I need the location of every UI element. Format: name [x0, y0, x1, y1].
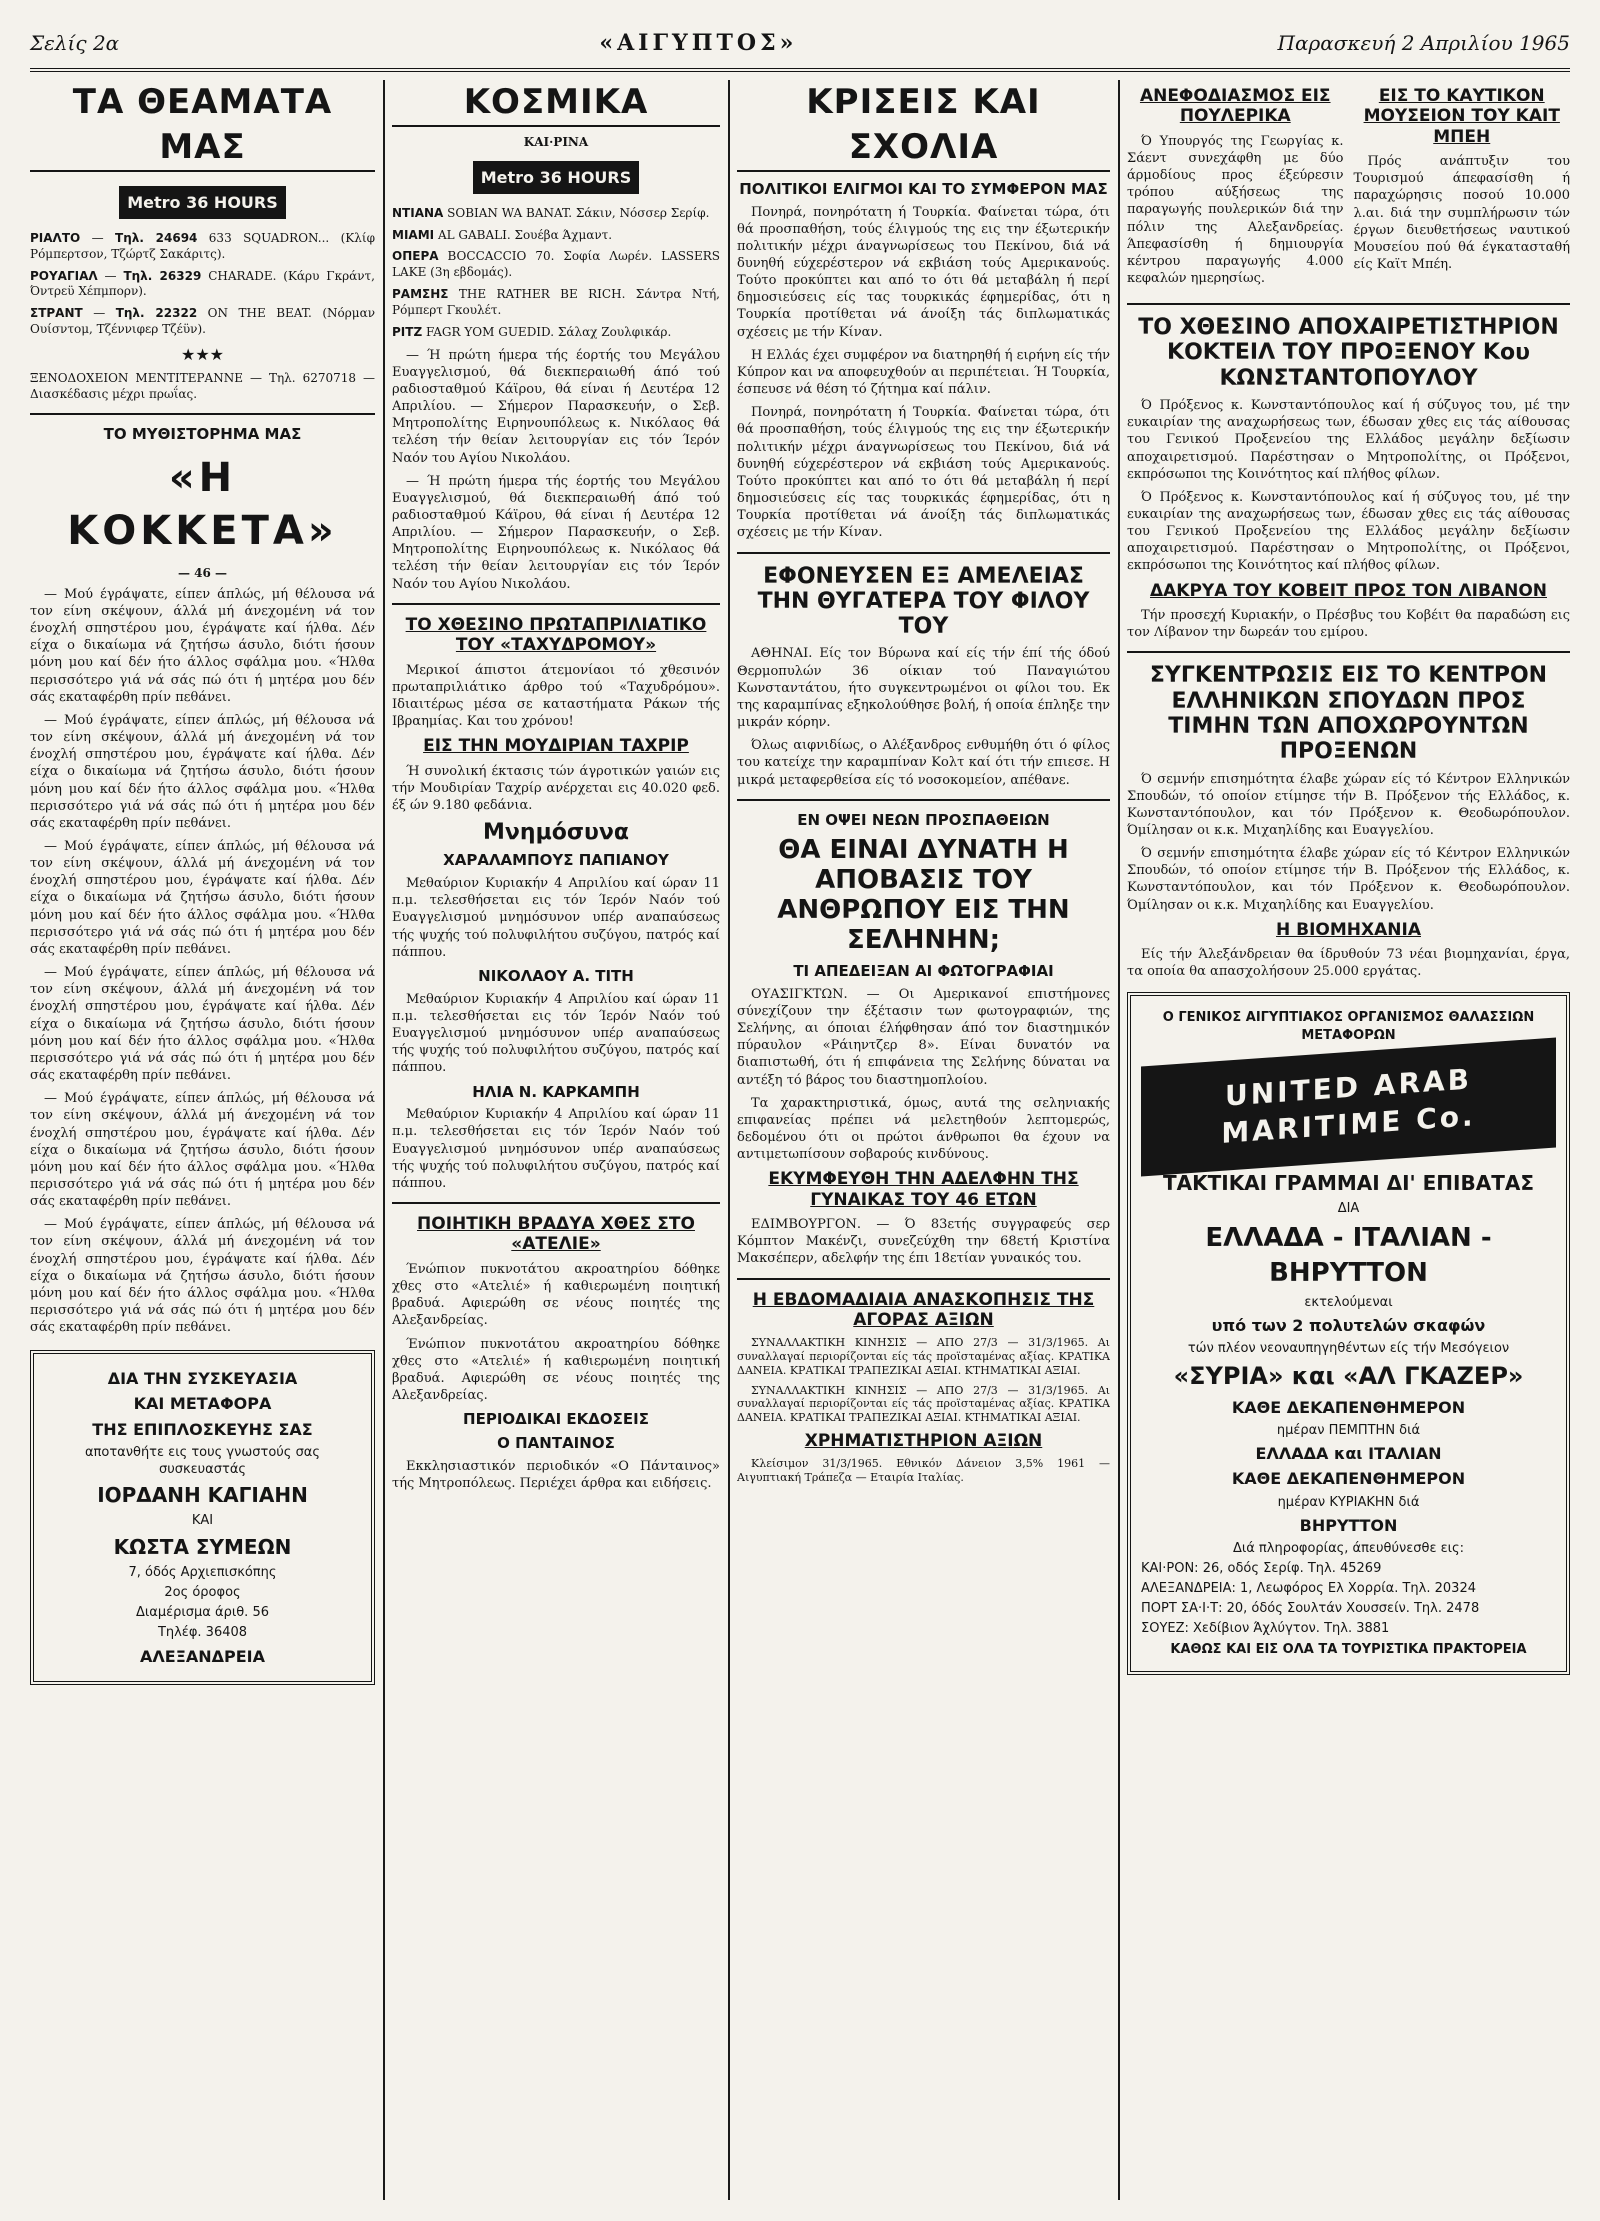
cinema-item: ΝΤΙΑΝΑ SOBIAN WA BANAT. Σάκιν, Νόσσερ Σερίφ. — [392, 205, 710, 220]
memorial-text: Μεθαύριον Κυριακήν 4 Απριλίου καί ώραν 11 π.μ. τελεσθήσεται εις τόν Ίερόν Ναόν τού Ευαγγελισμού μνημόσυνον υπέρ αναπαύσεως τής ψυχής τού πολυφιλήτου συζύγου, πατρός καί πάππου. — [392, 876, 720, 960]
poetry-text: Ένώπιον πυκνοτάτου ακροατηρίου δόθηκε χθες στο «Ατελιέ» ή καθιερωμένη ποιητική βραδυά. Αφιερώθη σε νέους ποιητές της Αλεξανδρείας. — [392, 1261, 720, 1329]
exchange-text: Κλείσιμον 31/3/1965. Εθνικόν Δάνειον 3,5% 1961 — Αιγυπτιακή Τράπεζα — Εταιρία Ιταλίας. — [737, 1457, 1110, 1485]
lebanon-text: Τήν προσεχή Κυριακήν, ο Πρέσβυς του Κοβέιτ θα παραδώση εις τον Λίβανον την δωρεάν του εμίρου. — [1127, 608, 1570, 641]
cinema-item: ΜΙΑΜΙ AL GABALI. Σουέβα Άχμαντ. — [392, 227, 613, 242]
box-text: Ή συνολική έκτασις τών άγροτικών γαιών εις τήν Μουδιρίαν Ταχρίρ ανέρχεται εις 40.020 φεδ. έξ ών 9.180 φεδάνια. — [392, 763, 720, 813]
column-social — [392, 80, 720, 2200]
box-title: ΤΟ ΧΘΕΣΙΝΟ ΠΡΩΤΑΠΡΙΛΙΑΤΙΚΟ ΤΟΥ «ΤΑΧΥΔΡΟΜΟΥ» — [405, 614, 707, 656]
novel-text: — Μού έγράψατε, είπεν άπλώς, μή θέλουσα νά τον είνη σκέψουν, άλλά μή άνεχομένη νά τον ένοχλή σπηστέρου μου, έγράψατε καί ήλθα. Δέν είχα ο δικαίωμα νά ζητήσω άσυλο, διότι ήσουν μόνη μου καί δέν ήτο άλλος σφάλμα μου. «Ήλθα περισσότερο γιά νά σάς πώ ότι ή μητέρα μου δέν σάς εκαταφέρθη πρίν πεθάνει. — [30, 1091, 375, 1210]
newspaper-name: «ΑΙΓΥΠΤΟΣ» — [599, 30, 798, 56]
memorial-name: ΝΙΚΟΛΑΟΥ Α. ΤΙΤΗ — [478, 966, 634, 985]
poetry-title: ΠΟΙΗΤΙΚΗ ΒΡΑΔΥΑ ΧΘΕΣ ΣΤΟ «ΑΤΕΛΙΕ» — [417, 1214, 695, 1255]
metro-logo: Metro 36 HOURS — [473, 161, 640, 194]
story-title: ΕΦΟΝΕΥΣΕΝ ΕΞ ΑΜΕΛΕΙΑΣ ΤΗΝ ΘΥΓΑΤΕΡΑ ΤΟΥ ΦΙΛΟΥ ΤΟΥ — [757, 563, 1090, 640]
listing-item: ΡΟΥΑΓΙΑΛ — Τηλ. 26329 CHARADE. (Κάρυ Γκράντ, Όντρεϋ Χέπμπορν). — [30, 268, 375, 299]
novel-text: — Μού έγράψατε, είπεν άπλώς, μή θέλουσα νά τον είνη σκέψουν, άλλά μή άνεχομένη νά τον ένοχλή σπηστέρου μου, έγράψατε καί ήλθα. Δέν είχα ο δικαίωμα νά ζητήσω άσυλο, διότι ήσουν μόνη μου καί δέν ήτο άλλος σφάλμα μου. «Ήλθα περισσότερο γιά νά σάς πώ ότι ή μητέρα μου δέν σάς εκαταφέρθη πρίν πεθάνει. — [30, 965, 375, 1084]
market-text: ΣΥΝΑΛΛΑΚΤΙΚΗ ΚΙΝΗΣΙΣ — ΑΠΟ 27/3 — 31/3/1965. Αι συναλλαγαί περιορίζονται είς τάς προϊσταμένας αξίας. ΚΡΑΤΙΚΑ ΔΑΝΕΙΑ. ΚΡΑΤΙΚΑΙ ΤΡΑΠΕΖΙΚΑΙ ΑΞΙΑΙ. ΚΤΗΜΑΤΙΚΑΙ ΑΞΙΑΙ. — [737, 1383, 1110, 1425]
periodical-title: ΠΕΡΙΟΔΙΚΑΙ ΕΚΔΟΣΕΙΣ — [463, 1410, 649, 1429]
box-text: Μερικοί άπιστοι άτεμονίαοι τό χθεσινόν πρωταπριλιάτικο άρθρο τού «Ταχυδρόμου». Ιδιαιτέρως μέσα σε καταστήματα Ράκων τής Ιβραημίας. Και του χρόνου! — [392, 662, 720, 730]
memorial-name: ΗΛΙΑ Ν. ΚΑΡΚΑΜΠΗ — [472, 1082, 640, 1101]
commentary-text: Η Ελλάς έχει συμφέρον να διατηρηθή ή ειρήνη είς τήν Κύπρον και να αποφευχθούν αι περιπέτειαι. Ή Τουρκία, έσπευσε νά θέση τό ζήτημα καί πάλιν. — [737, 347, 1110, 398]
social-text: — Ή πρώτη ήμερα τής έορτής του Μεγάλου Ευαγγελισμού, θά διεκπεραιωθή άπό τού ραδιοσταθμού Κάϊρου, θά είναι ή Δευτέρα 12 Απριλίου. — Σήμερον Παρασκευήν, ο Σεβ. Μητροπολίτης Ειρηνουπόλεως κ. Νικόλαος θά τελέση τήν θείαν λειτουργίαν εις τόν Ίερόν Ναόν του Αγίου Νικολάου. — [392, 347, 720, 466]
section-title: ΤΑ ΘΕΑΜΑΤΑ ΜΑΣ — [30, 80, 375, 172]
listing-item: ΡΙΑΛΤΟ — Τηλ. 24694 633 SQUADRON... (Κλίφ Ρόμπερτσον, Τζώρτζ Σακάριτς). — [30, 230, 375, 261]
column-theaters — [30, 80, 375, 2200]
movers-advertisement: ΔΙΑ ΤΗΝ ΣΥΣΚΕΥΑΣΙΑ ΚΑΙ ΜΕΤΑΦΟΡΑ ΤΗΣ ΕΠΙΠΛΟΣΚΕΥΗΣ ΣΑΣ αποτανθήτε εις τους γνωστούς σας συσκευαστάς ΙΟΡΔΑΝΗ ΚΑΓΙΑΗΝ ΚΑΙ ΚΩΣΤΑ ΣΥΜΕΩΝ 7, όδός Αρχιεπισκόπης 2ος όροφος Διαμέρισμα άριθ. 56 Τηλέφ. 36408 ΑΛΕΞΑΝΔΡΕΙΑ — [30, 1350, 375, 1684]
cinema-item: ΡΑΜΣΗΣ THE RATHER BE RICH. Σάντρα Ντή, Ρόμπερτ Γκουλέτ. — [392, 287, 720, 317]
city-label: ΚΑΙ·ΡΙΝΑ — [523, 134, 589, 149]
ship-illustration: UNITED ARAB MARITIME Co. — [1141, 1037, 1556, 1176]
news-title: ΑΝΕΦΟΔΙΑΣΜΟΣ ΕΙΣ ΠΟΥΛΕΡΙΚΑ — [1139, 86, 1331, 127]
novel-text: — Μού έγράψατε, είπεν άπλώς, μή θέλουσα νά τον είνη σκέψουν, άλλά μή άνεχομένη νά τον ένοχλή σπηστέρου μου, έγράψατε καί ήλθα. Δέν είχα ο δικαίωμα νά ζητήσω άσυλο, διότι ήσουν μόνη μου καί δέν ήτο άλλος σφάλμα μου. «Ήλθα περισσότερο γιά νά σάς πώ ότι ή μητέρα μου δέν σάς εκαταφέρθη πρίν πεθάνει. — [30, 586, 375, 705]
novel-title: «Η ΚΟΚΚΕΤΑ» — [67, 455, 338, 555]
novel-text: — Μού έγράψατε, είπεν άπλώς, μή θέλουσα νά τον είνη σκέψουν, άλλά μή άνεχομένη νά τον ένοχλή σπηστέρου μου, έγράψατε καί ήλθα. Δέν είχα ο δικαίωμα νά ζητήσω άσυλο, διότι ήσουν μόνη μου καί δέν ήτο άλλος σφάλμα μου. «Ήλθα περισσότερο γιά νά σάς πώ ότι ή μητέρα μου δέν σάς εκαταφέρθη πρίν πεθάνει. — [30, 712, 375, 831]
memorial-text: Μεθαύριον Κυριακήν 4 Απριλίου καί ώραν 11 π.μ. τελεσθήσεται εις τόν Ίερόν Ναόν τού Ευαγγελισμού μνημόσυνον υπέρ αναπαύσεως τής ψυχής τού πολυφιλήτου συζύγου, πατρός καί πάππου. — [392, 1107, 720, 1191]
social-text: — Ή πρώτη ήμερα τής έορτής του Μεγάλου Ευαγγελισμού, θά διεκπεραιωθή άπό τού ραδιοσταθμού Κάϊρου, θά είναι ή Δευτέρα 12 Απριλίου. — Σήμερον Παρασκευήν, ο Σεβ. Μητροπολίτης Ειρηνουπόλεως κ. Νικόλαος θά τελέση τήν θείαν λειτουργίαν εις τόν Ίερόν Ναόν του Αγίου Νικολάου. — [392, 473, 720, 592]
meeting-text: Ό σεμνήν επισημότητα έλαβε χώραν είς τό Κέντρον Ελληνικών Σπουδών, τό οποίον ετίμησε τήν Β. Πρόξενον τής Ελλάδος, κ. Κωνσταντόπουλον, και τόν Πρόξενον κ. Θεοδωρόπουλον. Όμίλησαν οι κ.κ. Μιχαηλίδης και Ευαγγελίου. — [1127, 771, 1570, 838]
periodical-name: Ο ΠΑΝΤΑΙΝΟΣ — [497, 1433, 615, 1452]
hotel-listing: ΞΕΝΟΔΟΧΕΙΟΝ ΜΕΝΤΙΤΕΡΑΝΝΕ — Τηλ. 6270718 — Διασκέδασις μέχρι πρωΐας. — [30, 370, 375, 401]
exchange-title: ΧΡΗΜΑΤΙΣΤΗΡΙΟΝ ΑΞΙΩΝ — [804, 1430, 1043, 1451]
reception-text: Ό Πρόξενος κ. Κωνσταντόπουλος καί ή σύζυγος του, μέ την ευκαιρίαν της αναχωρήσεως των, έδωσαν χθες εις τάς αίθουσας του Γενικού Προξενείου της Ελλάδος μεγάλην δεξίωσιν αποχαιρετισμού. Παρέστησαν ο Μητροπολίτης, οι Πρόξενοι, εκπρόσωποι της Κοινότητος καί πλήθος φίλων. — [1127, 489, 1570, 574]
separator-stars: ★★★ — [180, 344, 225, 364]
market-title: Η ΕΒΔΟΜΑΔΙΑΙΑ ΑΝΑΣΚΟΠΗΣΙΣ ΤΗΣ ΑΓΟΡΑΣ ΑΞΙΩΝ — [752, 1289, 1095, 1331]
cinema-item: ΡΙΤΖ FAGR YOM GUEDID. Σάλαχ Ζουλφικάρ. — [392, 324, 672, 339]
commentary-text: Πονηρά, πονηρότατη ή Τουρκία. Φαίνεται τώρα, ότι θά προσπαθήση, τούς έλιγμούς της εις την έξωτερικήν πολιτικήν μέχρι άναγνωρίσεως του Πεκίνου, διά νά δυνηθή εύχερέστερον νά εκβιάση τούς Αμερικανούς. Τούτο προκύπτει και από το ότι θά μεταβάλη ή περί δημοσιεύσεις είς τας τουρκικάς έφημερίδας, ότι η Τουρκία προτίθεται νά άνοίξη τάς διπλωματικάς σχέσεις με τήν Κίναν. — [737, 405, 1110, 541]
periodical-text: Εκκλησιαστικόν περιοδικόν «Ο Πάνταινος» τής Μητροπόλεως. Περιέχει άρθρα και ειδήσεις. — [392, 1458, 720, 1491]
novel-episode: — 46 — — [177, 565, 228, 580]
column-news — [1127, 80, 1570, 2200]
memorial-title: Μνημόσυνα — [483, 820, 629, 846]
moon-text: ΟΥΑΣΙΓΚΤΩΝ. — Οι Αμερικανοί επιστήμονες σύνεχίζουν την έξέτασιν των φωτογραφιών, της Σελήνης, αι όποιαι έλήφθησαν άπό τον διαστημικόν πύραυλον «Ράιηντζερ 8». Είναι δυνατόν να διαπιστωθή, ότι ή επιφάνεια της Σελήνης δύναται να αντέξη τό βάρος του διαστημοπλοίου. — [737, 986, 1110, 1088]
issue-date: Παρασκευή 2 Απριλίου 1965 — [1277, 31, 1570, 55]
box-title: ΕΙΣ ΤΗΝ ΜΟΥΔΙΡΙΑΝ ΤΑΧΡΙΡ — [423, 736, 689, 757]
metro-logo: Metro 36 HOURS — [119, 186, 286, 219]
market-text: ΣΥΝΑΛΛΑΚΤΙΚΗ ΚΙΝΗΣΙΣ — ΑΠΟ 27/3 — 31/3/1965. Αι συναλλαγαί περιορίζονται είς τάς προϊσταμένας αξίας. ΚΡΑΤΙΚΑ ΔΑΝΕΙΑ. ΚΡΑΤΙΚΑΙ ΤΡΑΠΕΖΙΚΑΙ ΑΞΙΑΙ. ΚΤΗΜΑΤΙΚΑΙ ΑΞΙΑΙ. — [737, 1336, 1110, 1377]
column-rule — [728, 80, 730, 2200]
column-rule — [383, 80, 385, 2200]
column-rule — [1118, 80, 1120, 2200]
lebanon-title: ΔΑΚΡΥΑ ΤΟΥ ΚΟΒΕΙΤ ΠΡΟΣ ΤΟΝ ΛΙΒΑΝΟΝ — [1149, 580, 1547, 601]
commentary-text: Πονηρά, πονηρότατη ή Τουρκία. Φαίνεται τώρα, ότι θά προσπαθήση, τούς έλιγμούς της εις την έξωτερικήν πολιτικήν μέχρι άναγνωρίσεως του Πεκίνου, διά νά δυνηθή εύχερέστερον νά εκβιάση τούς Αμερικανούς. Τούτο προκύπτει και από το ότι θά μεταβάλη ή περί δημοσιεύσεις είς τας τουρκικάς έφημερίδας, ότι η Τουρκία προτίθεται νά άνοίξη τάς διπλωματικάς σχέσεις με τήν Κίναν. — [737, 204, 1110, 340]
listing-item: ΣΤΡΑΝΤ — Τηλ. 22322 ON THE BEAT. (Νόρμαν Ουίσντομ, Τζέννιφερ Τζέϋν). — [30, 306, 375, 336]
meeting-title: ΣΥΓΚΕΝΤΡΩΣΙΣ ΕΙΣ ΤΟ ΚΕΝΤΡΟΝ ΕΛΛΗΝΙΚΩΝ ΣΠΟΥΔΩΝ ΠΡΟΣ ΤΙΜΗΝ ΤΩΝ ΑΠΟΧΩΡΟΥΝΤΩΝ ΠΡΟΞΕΝΩΝ — [1149, 663, 1548, 765]
reception-title: ΤΟ ΧΘΕΣΙΝΟ ΑΠΟΧΑΙΡΕΤΙΣΤΗΡΙΟΝ ΚΟΚΤΕΙΛ ΤΟΥ ΠΡΟΞΕΝΟΥ Κου ΚΩΝΣΤΑΝΤΟΠΟΥΛΟΥ — [1138, 315, 1559, 391]
section-title: ΚΟΣΜΙΚΑ — [392, 80, 720, 127]
brother-title: ΕΚΥΜΦΕΥΘΗ ΤΗΝ ΑΔΕΛΦΗΝ ΤΗΣ ΓΥΝΑΙΚΑΣ ΤΟΥ 46 ΕΤΩΝ — [768, 1169, 1079, 1210]
moon-kicker: ΕΝ ΟΨΕΙ ΝΕΩΝ ΠΡΟΣΠΑΘΕΙΩΝ — [797, 810, 1050, 829]
page-number: Σελίς 2α — [30, 31, 120, 55]
industry-text: Είς τήν Άλεξάνδρειαν θα ίδρυθούν 73 νέαι βιομηχανίαι, έργα, τα οποία θα απασχολήσουν 25.000 εργάτας. — [1127, 947, 1570, 980]
reception-text: Ό Πρόξενος κ. Κωνσταντόπουλος καί ή σύζυγος του, μέ την ευκαιρίαν της αναχωρήσεως των, έδωσαν χθες εις τάς αίθουσας του Γενικού Προξενείου της Ελλάδος μεγάλην δεξίωσιν αποχαιρετισμού. Παρέστησαν ο Μητροπολίτης, οι Πρόξενοι, εκπρόσωποι της Κοινότητος καί πλήθος φίλων. — [1127, 398, 1570, 482]
moon-text: Τα χαρακτηριστικά, όμως, αυτά της σεληνιακής επιφανείας πρέπει νά μελετηθούν λεπτομερώς, δεδομένου ότι οι πρώτοι άνθρωποι θα έχουν να αντιμετωπίσουν σοβαρούς κινδύνους. — [737, 1095, 1110, 1163]
story-text: ΑΘΗΝΑΙ. Είς τον Βύρωνα καί είς τήν έπί τής όδού Θερμοπυλών 36 οίκιαν τού Παναγιώτου Κωνσταντάτου, ήτο συγκεντρωμένοι οι φίλοι του. Εκ της καραμπίνας εξηκολούθησε βολή, ή οποία έπληξε την μικράν κόρην. — [737, 646, 1110, 731]
memorial-text: Μεθαύριον Κυριακήν 4 Απριλίου καί ώραν 11 π.μ. τελεσθήσεται εις τόν Ίερόν Ναόν τού Ευαγγελισμού μνημόσυνον υπέρ αναπαύσεως τής ψυχής τού πολυφιλήτου συζύγου, πατρός καί πάππου. — [392, 991, 720, 1076]
novel-text: — Μού έγράψατε, είπεν άπλώς, μή θέλουσα νά τον είνη σκέψουν, άλλά μή άνεχομένη νά τον ένοχλή σπηστέρου μου, έγράψατε καί ήλθα. Δέν είχα ο δικαίωμα νά ζητήσω άσυλο, διότι ήσουν μόνη μου καί δέν ήτο άλλος σφάλμα μου. «Ήλθα περισσότερο γιά νά σάς πώ ότι ή μητέρα μου δέν σάς εκαταφέρθη πρίν πεθάνει. — [30, 1217, 375, 1336]
news-text: Ό Υπουργός της Γεωργίας κ. Σάεντ συνεχάφθη με δύο άρμοδίους προς έξεύρεσιν τρόπου αύξήσεως της παραγωγής πουλερικών διά την πόλιν της Αλεξανδρείας. Άπεφασίσθη ή δημιουργία κέντρου παραγωγής 4.000 κεφαλών ημερησίως. — [1127, 133, 1344, 287]
column-commentary — [737, 80, 1110, 2200]
moon-headline: ΘΑ ΕΙΝΑΙ ΔΥΝΑΤΗ Η ΑΠΟΒΑΣΙΣ ΤΟΥ ΑΝΘΡΩΠΟΥ ΕΙΣ ΤΗΝ ΣΕΛΗΝΗΝ; — [777, 835, 1070, 956]
section-title: ΚΡΙΣΕΙΣ ΚΑΙ ΣΧΟΛΙΑ — [737, 80, 1110, 172]
brother-text: ΕΔΙΜΒΟΥΡΓΟΝ. — Ό 83ετής συγγραφεύς σερ Κόμπτον Μακένζι, συνεζεύχθη την 68ετή Κριστίνα Μακσέπερν, αδελφήν της έπι 18ετίαν γυναικός του. — [737, 1217, 1110, 1267]
novel-text: — Μού έγράψατε, είπεν άπλώς, μή θέλουσα νά τον είνη σκέψουν, άλλά μή άνεχομένη νά τον ένοχλή σπηστέρου μου, έγράψατε καί ήλθα. Δέν είχα ο δικαίωμα νά ζητήσω άσυλο, διότι ήσουν μόνη μου καί δέν ήτο άλλος σφάλμα μου. «Ήλθα περισσότερο γιά νά σάς πώ ότι ή μητέρα μου δέν σάς εκαταφέρθη πρίν πεθάνει. — [30, 839, 375, 957]
memorial-name: ΧΑΡΑΛΑΜΠΟΥΣ ΠΑΠΙΑΝΟΥ — [443, 851, 669, 870]
novel-label: ΤΟ ΜΥΘΙΣΤΟΡΗΜΑ ΜΑΣ — [103, 424, 302, 443]
industry-title: Η ΒΙΟΜΗΧΑΝΙΑ — [1276, 919, 1421, 940]
news-text: Πρός ανάπτυξιν του Τουρισμού άπεφασίσθη ή παραχώρησις ποσού 10.000 λ.αι. διά την συμπλήρωσιν τών έργων διευθετήσεως ναυτικού Μουσείου πού θά έγκατασταθή είς Καϊτ Μπέη. — [1353, 154, 1570, 273]
meeting-text: Ό σεμνήν επισημότητα έλαβε χώραν είς τό Κέντρον Ελληνικών Σπουδών, τό οποίον ετίμησε τήν Β. Πρόξενον τής Ελλάδος, κ. Κωνσταντόπουλον, και τόν Πρόξενον κ. Θεοδωρόπουλον. Όμίλησαν οι κ.κ. Μιχαηλίδης και Ευαγγελίου. — [1127, 846, 1570, 913]
poetry-text: Ένώπιον πυκνοτάτου ακροατηρίου δόθηκε χθες στο «Ατελιέ» ή καθιερωμένη ποιητική βραδυά. Αφιερώθη σε νέους ποιητές της Αλεξανδρείας. — [392, 1336, 720, 1403]
shipping-advertisement: Ο ΓΕΝΙΚΟΣ ΑΙΓΥΠΤΙΑΚΟΣ ΟΡΓΑΝΙΣΜΟΣ ΘΑΛΑΣΣΙΩΝ ΜΕΤΑΦΟΡΩΝ UNITED ARAB MARITIME Co. ΤΑΚΤΙΚΑΙ ΓΡΑΜΜΑΙ ΔΙ' ΕΠΙΒΑΤΑΣ ΔΙΑ ΕΛΛΑΔΑ - ΙΤΑΛΙΑΝ - ΒΗΡΥΤΤΟΝ εκτελούμεναι υπό των 2 πολυτελών σκαφών τών πλέον νεοναυπηγηθέντων είς τήν Μεσόγειον «ΣΥΡΙΑ» και «ΑΛ ΓΚΑΖΕΡ» ΚΑΘΕ ΔΕΚΑΠΕΝΘΗΜΕΡΟΝ ημέραν ΠΕΜΠΤΗΝ διά ΕΛΛΑΔΑ και ΙΤΑΛΙΑΝ ΚΑΘΕ ΔΕΚΑΠΕΝΘΗΜΕΡΟΝ ημέραν ΚΥΡΙΑΚΗΝ διά ΒΗΡΥΤΤΟΝ Διά πληροφορίας, άπευθύνεσθε εις: ΚΑΙ·ΡΟΝ: 26, οδός Σερίφ. Τηλ. 45269 ΑΛΕΞΑΝΔΡΕΙΑ: 1, Λεωφόρος Ελ Χορρία. Τηλ. 20324 ΠΟΡΤ ΣΑ·Ι·Τ: 20, όδός Σουλτάν Χουσσείν. Τηλ. 2478 ΣΟΥΕΖ: Χεδίβιον Άχλύγτον. Τηλ. 3881 ΚΑΘΩΣ ΚΑΙ ΕΙΣ ΟΛΑ ΤΑ ΤΟΥΡΙΣΤΙΚΑ ΠΡΑΚΤΟΡΕΙΑ — [1127, 992, 1570, 1674]
moon-subtitle: ΤΙ ΑΠΕΔΕΙΞΑΝ ΑΙ ΦΩΤΟΓΡΑΦΙΑΙ — [793, 962, 1054, 981]
news-title: ΕΙΣ ΤΟ ΚΑΥΤΙΚΟΝ ΜΟΥΣΕΙΟΝ ΤΟΥ ΚΑΙΤ ΜΠΕΗ — [1363, 86, 1560, 147]
masthead — [30, 18, 1570, 72]
commentary-subtitle: ΠΟΛΙΤΙΚΟΙ ΕΛΙΓΜΟΙ ΚΑΙ ΤΟ ΣΥΜΦΕΡΟΝ ΜΑΣ — [739, 179, 1108, 198]
cinema-item: ΟΠΕΡΑ BOCCACCIO 70. Σοφία Λωρέν. LASSERS LAKE (3η εβδομάς). — [392, 249, 720, 280]
story-text: Όλως αιφνιδίως, ο Αλέξανδρος ενθυμήθη ότι ό φίλος του κατείχε την καραμπίναν Κολτ καί ότι τήν επιεσε. Η μικρά μεταφερθείσα είς τό νοσοκομείον, απέθανε. — [737, 738, 1110, 788]
